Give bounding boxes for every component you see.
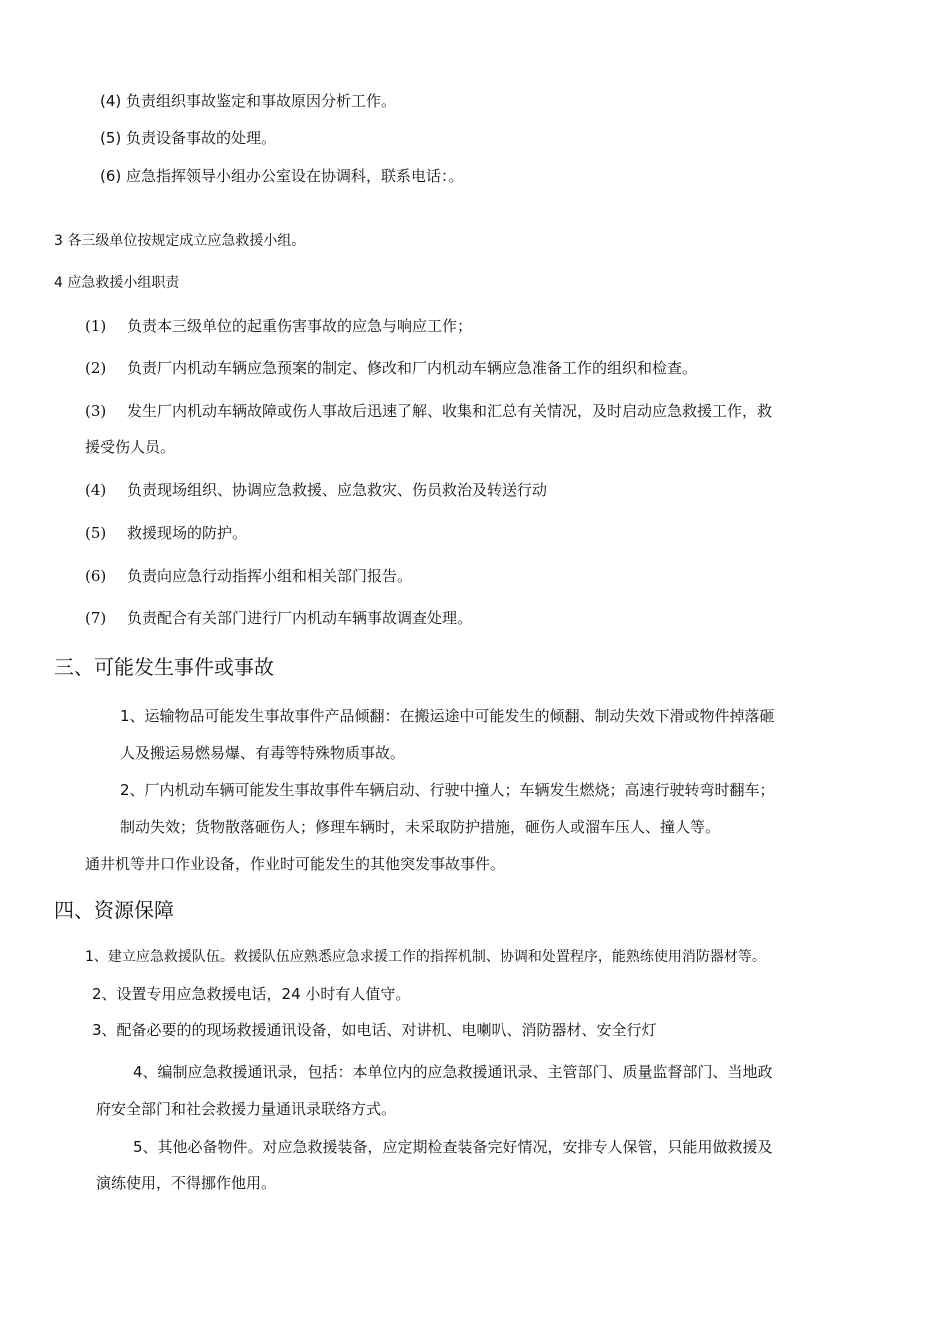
item-text: 负责配合有关部门进行厂内机动车辆事故调查处理。 [127, 609, 473, 627]
event-item-continuation: 制动失效；货物散落砸伤人；修理车辆时，未采取防护措施，砸伤人或溜车压人、撞人等。 [120, 818, 721, 836]
resource-item-continuation: 府安全部门和社会救援力量通讯录联络方式。 [96, 1100, 397, 1118]
event-item: 2、厂内机动车辆可能发生事故事件车辆启动、行驶中撞人；车辆发生燃烧；高速行驶转弯时翻车； [120, 781, 775, 799]
rescue-duty-item [85, 523, 247, 543]
resource-item: 3、配备必要的的现场救援通讯设备，如电话、对讲机、电喇叭、消防器材、安全行灯 [92, 1021, 657, 1039]
rescue-duty-item [85, 358, 697, 378]
item-number: (4) [85, 481, 107, 499]
item-number: (2) [85, 359, 107, 377]
rescue-duty-item [85, 401, 772, 421]
resource-item: 1、建立应急救援队伍。救援队伍应熟悉应急求援工作的指挥机制、协调和处置程序，能熟练使用消防器材等。 [85, 949, 766, 965]
item-text: 负责本三级单位的起重伤害事故的应急与响应工作； [127, 317, 473, 335]
item-number: (5) [85, 524, 107, 542]
event-item: 1、运输物品可能发生事故事件产品倾翻：在搬运途中可能发生的倾翻、制动失效下滑或物件掉落砸 [120, 707, 775, 725]
resource-item-continuation: 演练使用，不得挪作他用。 [96, 1174, 277, 1192]
item-text: 负责向应急行动指挥小组和相关部门报告。 [127, 567, 413, 585]
event-item-continuation: 人及搬运易燃易爆、有毒等特殊物质事故。 [120, 744, 406, 762]
item-number: (7) [85, 609, 107, 627]
item-text: 发生厂内机动车辆故障或伤人事故后迅速了解、收集和汇总有关情况，及时启动应急救援工作，救 [127, 402, 773, 420]
resource-item: 2、设置专用应急救援电话，24 小时有人值守。 [92, 985, 411, 1003]
item-number: (3) [85, 402, 107, 420]
resource-item: 4、编制应急救援通讯录，包括：本单位内的应急救援通讯录、主管部门、质量监督部门、当地政 [133, 1063, 773, 1081]
section-3-line: 3 各三级单位按规定成立应急救援小组。 [54, 233, 306, 249]
item-text: 救援现场的防护。 [127, 524, 248, 542]
duty-item: (6) 应急指挥领导小组办公室设在协调科，联系电话：。 [100, 167, 464, 185]
rescue-duty-item [85, 566, 412, 586]
section-heading-four: 四、资源保障 [54, 898, 174, 922]
item-number: (1) [85, 317, 107, 335]
resource-item: 5、其他必备物件。对应急救援装备，应定期检查装备完好情况，安排专人保管，只能用做救援及 [133, 1138, 773, 1156]
duty-item: (5) 负责设备事故的处理。 [100, 129, 277, 147]
duty-item: (4) 负责组织事故鉴定和事故原因分析工作。 [100, 92, 397, 110]
rescue-duty-item [85, 316, 472, 336]
item-text: 负责厂内机动车辆应急预案的制定、修改和厂内机动车辆应急准备工作的组织和检查。 [127, 359, 698, 377]
rescue-duty-continuation: 援受伤人员。 [85, 438, 176, 456]
rescue-duty-item [85, 480, 547, 500]
rescue-duty-item [85, 608, 472, 628]
event-item: 通井机等井口作业设备，作业时可能发生的其他突发事故事件。 [85, 855, 506, 873]
item-text: 负责现场组织、协调应急救援、应急救灾、伤员救治及转送行动 [127, 481, 548, 499]
item-number: (6) [85, 567, 107, 585]
section-4-line: 4 应急救援小组职责 [54, 275, 180, 291]
section-heading-three: 三、可能发生事件或事故 [54, 655, 274, 679]
